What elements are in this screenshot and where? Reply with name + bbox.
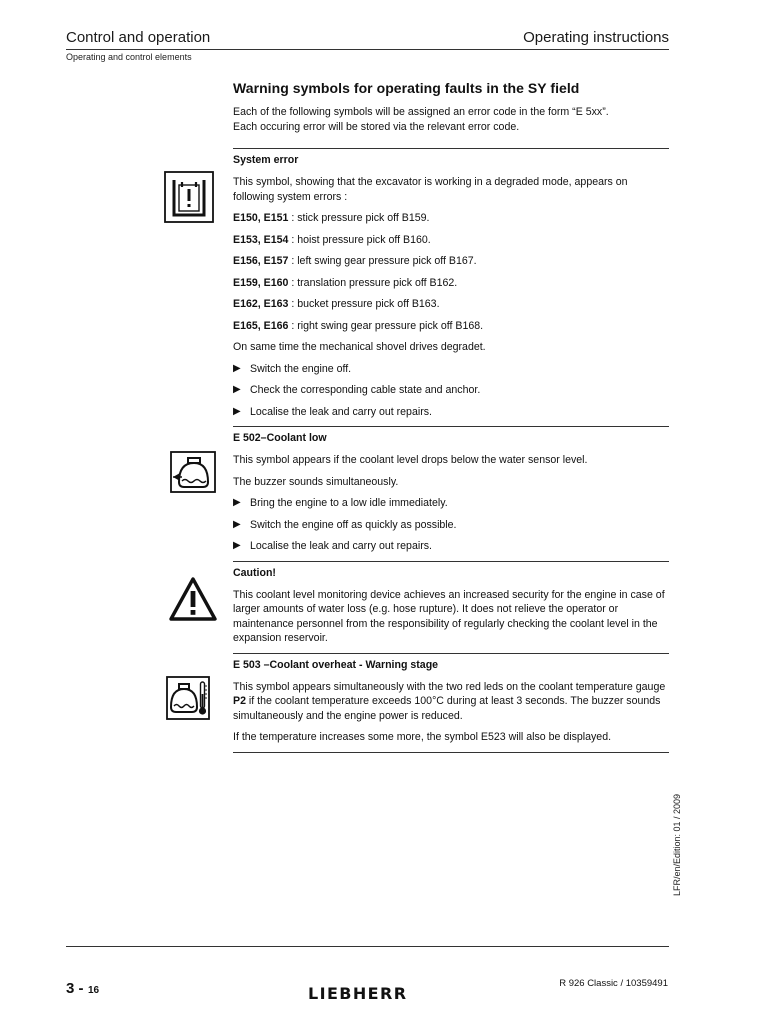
coolant-low-section (233, 426, 669, 554)
section-title: System error (233, 154, 299, 166)
error-code-line (233, 233, 669, 248)
error-code: E150, E151 (233, 212, 289, 224)
edition-note: LFR/en/Edition: 01 / 2009 (672, 793, 682, 896)
brand-logo: LIEBHERR (308, 984, 408, 1003)
caution-section (233, 561, 669, 646)
bullet-arrow-icon: ▶ (233, 518, 241, 530)
intro-line: Each occuring error will be stored via the relevant error code. (233, 120, 520, 133)
error-code-text: : stick pressure pick off B159. (288, 212, 430, 224)
caution-triangle-icon (168, 576, 218, 622)
error-code-line (233, 276, 669, 291)
section-description: This symbol appears if the coolant level drops below the water sensor level. (233, 454, 588, 466)
error-code: E159, E160 (233, 276, 289, 289)
footer-divider (66, 946, 669, 947)
error-code: E153, E154 (233, 233, 289, 246)
instruction-step (233, 362, 669, 377)
section-title: E 502–Coolant low (233, 432, 327, 444)
bullet-arrow-icon: ▶ (233, 405, 241, 417)
step-text: Localise the leak and carry out repairs. (250, 405, 432, 418)
coolant-level-icon (170, 451, 216, 493)
error-code: E156, E157 (233, 255, 289, 267)
section-note: If the temperature increases some more, the symbol E523 will also be displayed. (233, 731, 612, 743)
gauge-reference: P2 (233, 695, 246, 707)
model-reference: R 926 Classic / 10359491 (559, 978, 668, 989)
step-text: Switch the engine off. (250, 362, 352, 375)
bullet-arrow-icon: ▶ (233, 497, 241, 508)
header-subsection: Operating and control elements (66, 52, 192, 62)
error-code-text: : translation pressure pick off B162. (288, 276, 458, 289)
page-index: 16 (87, 985, 100, 996)
section-title: E 503 –Coolant overheat - Warning stage (233, 658, 439, 671)
main-content (233, 80, 669, 753)
instruction-step (233, 539, 669, 554)
error-code-text: : left swing gear pressure pick off B167. (288, 255, 477, 267)
step-text: Switch the engine off as quickly as possible. (250, 518, 457, 531)
system-error-section (233, 148, 669, 419)
instruction-step (233, 383, 669, 398)
intro-line: Each of the following symbols will be assigned an error code in the form “E 5xx”. (233, 106, 609, 118)
error-code-line (233, 254, 669, 269)
page-title: Warning symbols for operating faults in the SY field (233, 80, 580, 96)
header-divider (66, 49, 669, 50)
error-code-line (233, 211, 669, 226)
page-number (66, 980, 99, 998)
section-end-divider (233, 752, 669, 753)
section-note: On same time the mechanical shovel drives degradet. (233, 341, 486, 353)
instruction-step (233, 496, 669, 511)
bullet-arrow-icon: ▶ (233, 540, 241, 551)
error-code: E165, E166 (233, 319, 289, 332)
header-chapter: Control and operation (66, 29, 211, 46)
instruction-step (233, 518, 669, 533)
instruction-step (233, 405, 669, 420)
coolant-temperature-icon (166, 676, 210, 720)
intro-text (233, 105, 669, 134)
description-part: if the coolant temperature exceeds 100°C during at least 3 seconds. The buzzer sounds simultaneously and the engine power is reduced. (233, 695, 661, 722)
page-chapter: 3 - (66, 980, 84, 997)
section-description (233, 680, 669, 724)
error-code-text: : right swing gear pressure pick off B168. (288, 319, 484, 332)
error-code-line (233, 297, 669, 312)
error-code-text: : bucket pressure pick off B163. (288, 298, 440, 310)
caution-text: This coolant level monitoring device achieves an increased security for the engine in case of larger amounts of water loss (e.g. hose rupture). It does not relieve the operator or maintenance personnel from the responsibility of regularly checking the coolant level in the expansion reservoir. (233, 588, 665, 644)
description-part: This symbol appears simultaneously with the two red leds on the coolant temperature gauge (233, 680, 666, 693)
bullet-arrow-icon: ▶ (233, 384, 241, 395)
step-text: Localise the leak and carry out repairs. (250, 540, 432, 552)
step-text: Bring the engine to a low idle immediately. (250, 497, 448, 509)
error-code-text: : hoist pressure pick off B160. (288, 233, 431, 246)
coolant-overheat-section (233, 653, 669, 753)
section-description: This symbol, showing that the excavator is working in a degraded mode, appears on following system errors : (233, 176, 628, 203)
error-code: E162, E163 (233, 298, 289, 310)
degraded-mode-icon (164, 171, 214, 223)
error-code-line (233, 319, 669, 334)
step-text: Check the corresponding cable state and anchor. (250, 384, 481, 396)
section-description: The buzzer sounds simultaneously. (233, 475, 399, 488)
bullet-arrow-icon: ▶ (233, 362, 241, 374)
caution-title: Caution! (233, 566, 276, 579)
header-doc-type: Operating instructions (523, 29, 669, 46)
